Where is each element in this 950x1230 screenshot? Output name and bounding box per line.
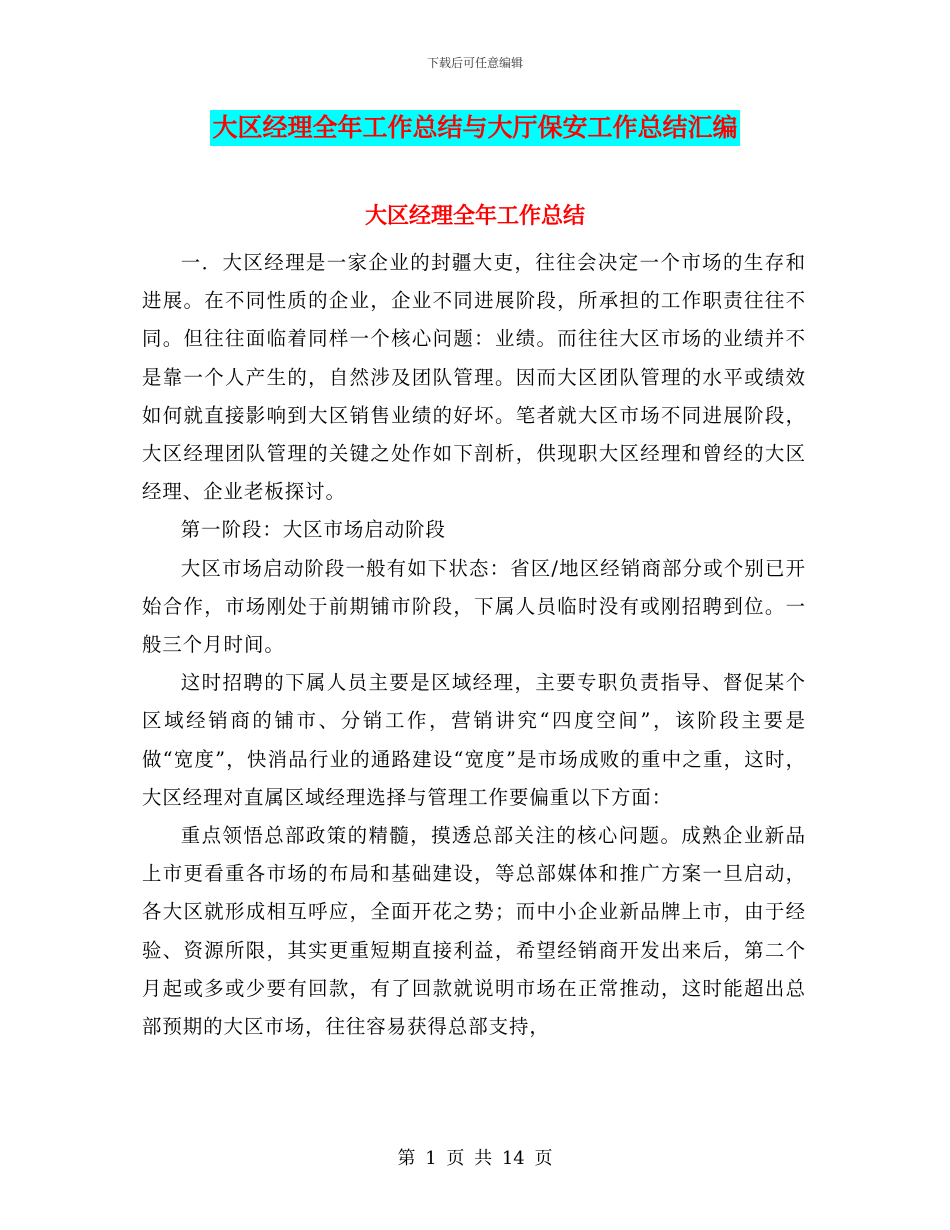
main-title: 大区经理全年工作总结与大厅保安工作总结汇编 [210,110,739,146]
header-note: 下载后可任意编辑 [426,56,523,70]
paragraph-5: 重点领悟总部政策的精髓，摸透总部关注的核心问题。成熟企业新品上市更看重各市场的布局和基础建设，等总部媒体和推广方案一旦启动，各大区就形成相互呼应，全面开花之势；而中小企业新品牌上市，由于经验、资源所限，其实更重短期直接利益，希望经销商开发出来后，第二个月起或多或少要有回款，有了回款就说明市场在正常推动，这时能超出总部预期的大区市场，往往容易获得总部支持， [142,824,806,1039]
paragraph-2: 第一阶段：大区市场启动阶段 [180,518,446,542]
paragraph-1: 一．大区经理是一家企业的封疆大吏，往往会决定一个市场的生存和进展。在不同性质的企业，企业不同进展阶段，所承担的工作职责往往不同。但往往面临着同样一个核心问题：业绩。而往往大区市场的业绩并不是靠一个人产生的，自然涉及团队管理。因而大区团队管理的水平或绩效如何就直接影响到大区销售业绩的好坏。笔者就大区市场不同进展阶段，大区经理团队管理的关键之处作如下剖析，供现职大区经理和曾经的大区经理、企业老板探讨。 [142,251,806,504]
paragraph-4: 这时招聘的下属人员主要是区域经理，主要专职负责指导、督促某个区域经销商的铺市、分销工作，营销讲究“四度空间”，该阶段主要是做“宽度”，快消品行业的通路建设“宽度”是市场成败的重中之重，这时，大区经理对直属区域经理选择与管理工作要偏重以下方面： [142,671,806,809]
page-number: 第 1 页 共 14 页 [397,1148,553,1169]
body-text [142,244,806,1046]
main-title-container [0,110,950,146]
paragraph-3: 大区市场启动阶段一般有如下状态：省区/地区经销商部分或个别已开始合作，市场刚处于前期铺市阶段，下属人员临时没有或刚招聘到位。一般三个月时间。 [142,556,806,657]
section-title: 大区经理全年工作总结 [364,204,585,229]
